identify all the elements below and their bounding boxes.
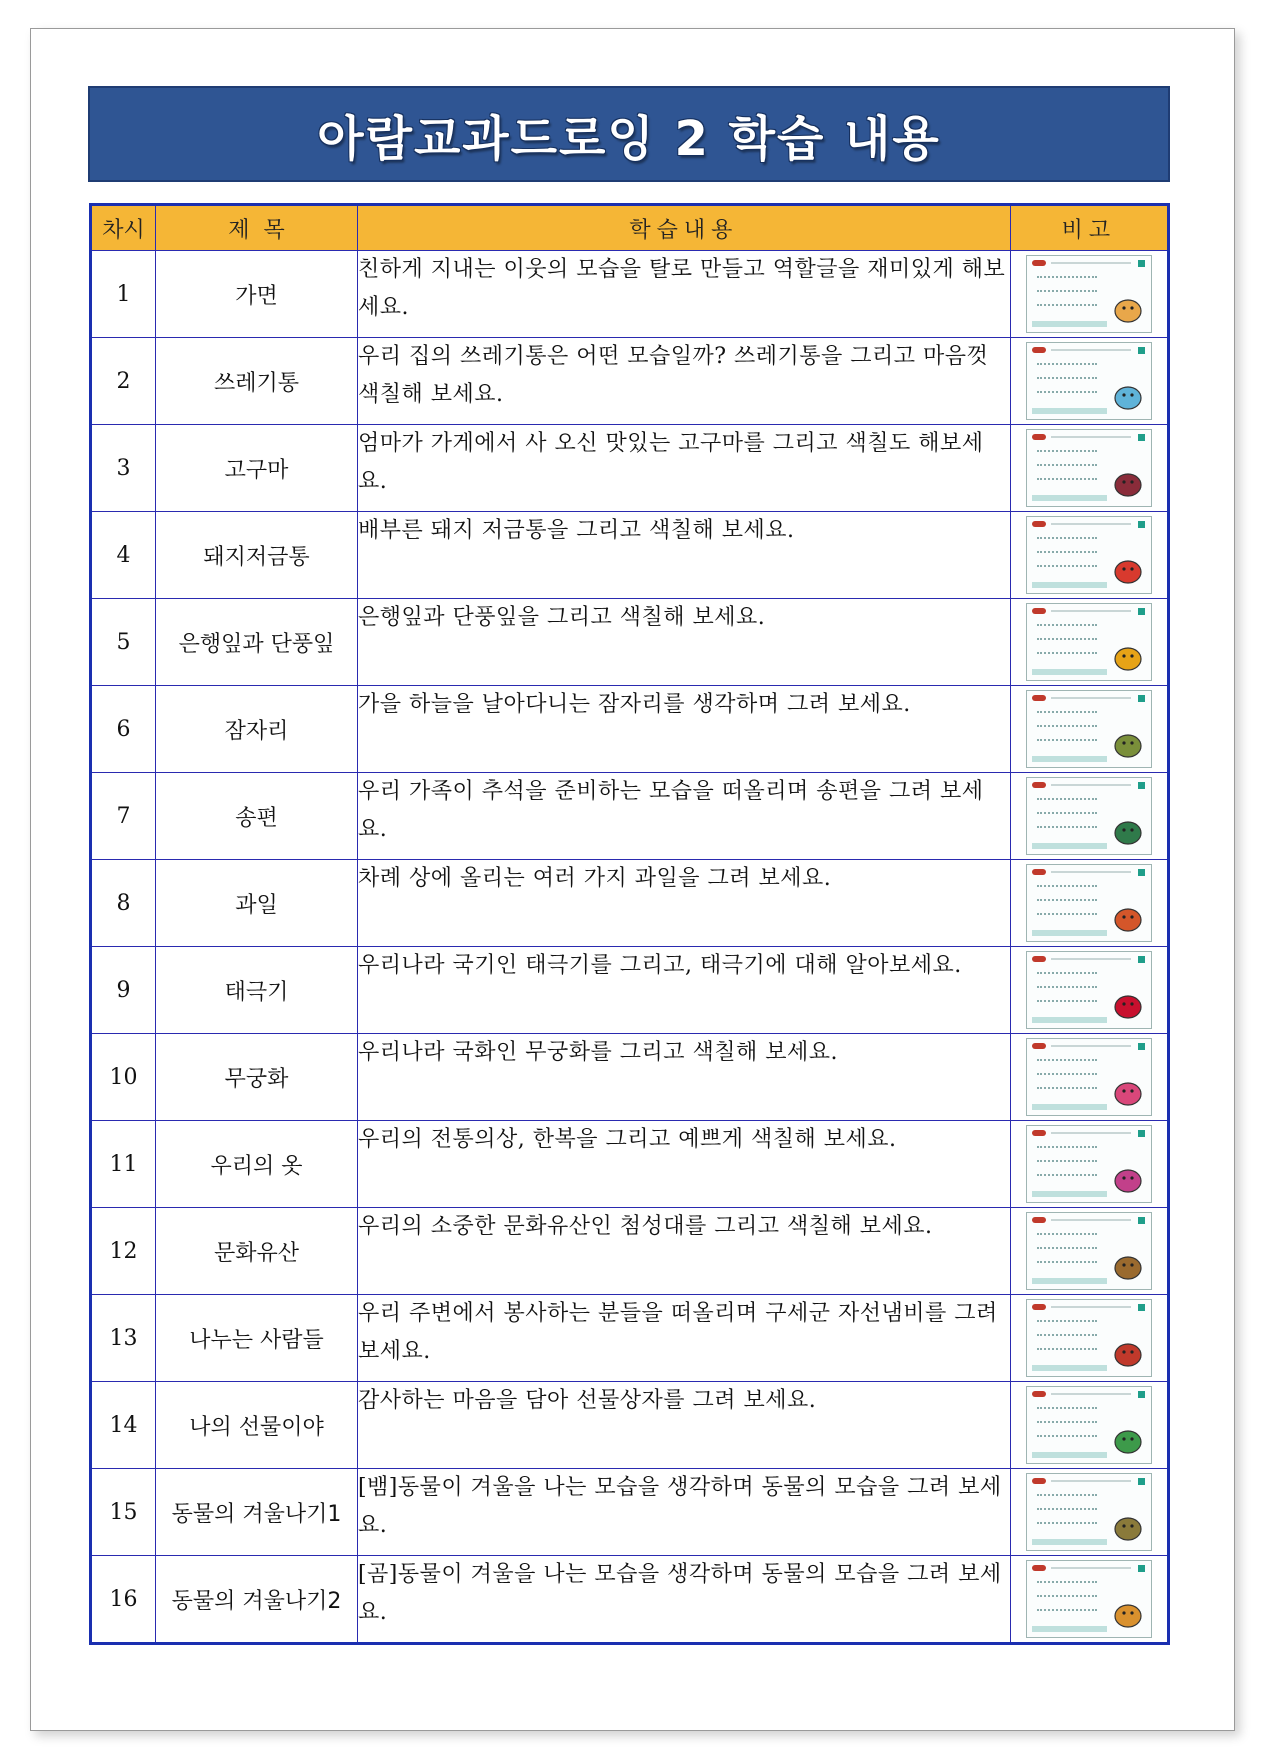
table-row — [91, 947, 1169, 1034]
lesson-content: [곰]동물이 겨울을 나는 모습을 생각하며 동물의 모습을 그려 보세요. — [357, 1556, 1010, 1644]
lesson-table — [89, 203, 1170, 1645]
lesson-content: 우리나라 국화인 무궁화를 그리고 색칠해 보세요. — [357, 1034, 1010, 1121]
table-row — [91, 1556, 1169, 1644]
mugunghwa-flower-icon — [1111, 1075, 1145, 1109]
trash-can-icon — [1111, 379, 1145, 413]
table-row — [91, 773, 1169, 860]
table-row — [91, 1208, 1169, 1295]
lesson-number: 13 — [91, 1295, 156, 1382]
worksheet-thumbnail-cell — [1010, 686, 1168, 773]
worksheet-thumbnail-cell — [1010, 1208, 1168, 1295]
lesson-title: 나누는 사람들 — [156, 1295, 358, 1382]
table-row — [91, 1382, 1169, 1469]
lesson-number: 9 — [91, 947, 156, 1034]
cheomseongdae-icon — [1111, 1249, 1145, 1283]
worksheet-thumbnail — [1026, 516, 1152, 594]
lesson-number: 5 — [91, 599, 156, 686]
worksheet-thumbnail-cell — [1010, 338, 1168, 425]
lesson-title: 동물의 겨울나기2 — [156, 1556, 358, 1644]
lesson-number: 16 — [91, 1556, 156, 1644]
lesson-number: 11 — [91, 1121, 156, 1208]
table-row — [91, 1469, 1169, 1556]
table-row — [91, 512, 1169, 599]
lesson-content: 우리 주변에서 봉사하는 분들을 떠올리며 구세군 자선냄비를 그려 보세요. — [357, 1295, 1010, 1382]
lesson-content: 우리 가족이 추석을 준비하는 모습을 떠올리며 송편을 그려 보세요. — [357, 773, 1010, 860]
lesson-title: 고구마 — [156, 425, 358, 512]
worksheet-thumbnail — [1026, 1212, 1152, 1290]
bear-icon — [1111, 1597, 1145, 1631]
lesson-number: 6 — [91, 686, 156, 773]
songpyeon-plate-icon — [1111, 814, 1145, 848]
hanbok-icon — [1111, 1162, 1145, 1196]
table-row — [91, 251, 1169, 338]
table-row — [91, 860, 1169, 947]
lesson-number: 8 — [91, 860, 156, 947]
worksheet-thumbnail — [1026, 255, 1152, 333]
worksheet-thumbnail — [1026, 1386, 1152, 1464]
lesson-number: 7 — [91, 773, 156, 860]
header-title: 제 목 — [156, 205, 358, 251]
autumn-leaves-icon — [1111, 640, 1145, 674]
worksheet-thumbnail — [1026, 1473, 1152, 1551]
table-row — [91, 425, 1169, 512]
worksheet-thumbnail-cell — [1010, 425, 1168, 512]
table-row — [91, 599, 1169, 686]
lesson-content: 우리의 전통의상, 한복을 그리고 예쁘게 색칠해 보세요. — [357, 1121, 1010, 1208]
charity-kettle-icon — [1111, 1336, 1145, 1370]
table-row — [91, 1295, 1169, 1382]
worksheet-thumbnail — [1026, 342, 1152, 420]
sweet-potato-icon — [1111, 466, 1145, 500]
lesson-content: 친하게 지내는 이웃의 모습을 탈로 만들고 역할글을 재미있게 해보세요. — [357, 251, 1010, 338]
header-content: 학습내용 — [357, 205, 1010, 251]
worksheet-thumbnail — [1026, 603, 1152, 681]
lesson-title: 가면 — [156, 251, 358, 338]
lesson-number: 14 — [91, 1382, 156, 1469]
lesson-number: 12 — [91, 1208, 156, 1295]
lesson-title: 돼지저금통 — [156, 512, 358, 599]
worksheet-thumbnail — [1026, 777, 1152, 855]
mask-face-icon — [1111, 292, 1145, 326]
lesson-content: 감사하는 마음을 담아 선물상자를 그려 보세요. — [357, 1382, 1010, 1469]
title-banner — [88, 86, 1170, 182]
lesson-content: 배부른 돼지 저금통을 그리고 색칠해 보세요. — [357, 512, 1010, 599]
lesson-content: 차례 상에 올리는 여러 가지 과일을 그려 보세요. — [357, 860, 1010, 947]
header-row — [91, 205, 1169, 251]
worksheet-thumbnail-cell — [1010, 860, 1168, 947]
worksheet-thumbnail — [1026, 1299, 1152, 1377]
worksheet-thumbnail-cell — [1010, 773, 1168, 860]
worksheet-thumbnail-cell — [1010, 1034, 1168, 1121]
lesson-content: 은행잎과 단풍잎을 그리고 색칠해 보세요. — [357, 599, 1010, 686]
lesson-title: 송편 — [156, 773, 358, 860]
lesson-content: 우리나라 국기인 태극기를 그리고, 태극기에 대해 알아보세요. — [357, 947, 1010, 1034]
piggy-bank-icon — [1111, 553, 1145, 587]
lesson-title: 태극기 — [156, 947, 358, 1034]
worksheet-thumbnail-cell — [1010, 1295, 1168, 1382]
lesson-title: 은행잎과 단풍잎 — [156, 599, 358, 686]
header-num: 차시 — [91, 205, 156, 251]
table-row — [91, 1034, 1169, 1121]
table-row — [91, 1121, 1169, 1208]
worksheet-thumbnail-cell — [1010, 1556, 1168, 1644]
table-row — [91, 338, 1169, 425]
worksheet-thumbnail-cell — [1010, 1469, 1168, 1556]
lesson-title: 동물의 겨울나기1 — [156, 1469, 358, 1556]
worksheet-thumbnail-cell — [1010, 512, 1168, 599]
dragonfly-icon — [1111, 727, 1145, 761]
worksheet-thumbnail-cell — [1010, 251, 1168, 338]
worksheet-thumbnail-cell — [1010, 1382, 1168, 1469]
lesson-title: 과일 — [156, 860, 358, 947]
lesson-title: 문화유산 — [156, 1208, 358, 1295]
worksheet-thumbnail — [1026, 1560, 1152, 1638]
snake-icon — [1111, 1510, 1145, 1544]
page-title: 아람교과드로잉 2 학습 내용 — [317, 110, 941, 167]
worksheet-thumbnail — [1026, 1038, 1152, 1116]
lesson-content: [뱀]동물이 겨울을 나는 모습을 생각하며 동물의 모습을 그려 보세요. — [357, 1469, 1010, 1556]
worksheet-thumbnail — [1026, 951, 1152, 1029]
lesson-content: 엄마가 가게에서 사 오신 맛있는 고구마를 그리고 색칠도 해보세요. — [357, 425, 1010, 512]
worksheet-thumbnail — [1026, 1125, 1152, 1203]
lesson-title: 쓰레기통 — [156, 338, 358, 425]
lesson-number: 15 — [91, 1469, 156, 1556]
lesson-content: 우리 집의 쓰레기통은 어떤 모습일까? 쓰레기통을 그리고 마음껏 색칠해 보세요. — [357, 338, 1010, 425]
worksheet-thumbnail — [1026, 864, 1152, 942]
worksheet-thumbnail-cell — [1010, 1121, 1168, 1208]
header-note: 비고 — [1010, 205, 1168, 251]
lesson-number: 10 — [91, 1034, 156, 1121]
lesson-number: 2 — [91, 338, 156, 425]
lesson-number: 4 — [91, 512, 156, 599]
lesson-number: 1 — [91, 251, 156, 338]
worksheet-thumbnail — [1026, 690, 1152, 768]
worksheet-thumbnail — [1026, 429, 1152, 507]
lesson-title: 나의 선물이야 — [156, 1382, 358, 1469]
lesson-content: 우리의 소중한 문화유산인 첨성대를 그리고 색칠해 보세요. — [357, 1208, 1010, 1295]
lesson-content: 가을 하늘을 날아다니는 잠자리를 생각하며 그려 보세요. — [357, 686, 1010, 773]
lesson-title: 우리의 옷 — [156, 1121, 358, 1208]
lesson-title: 무궁화 — [156, 1034, 358, 1121]
worksheet-thumbnail-cell — [1010, 599, 1168, 686]
worksheet-thumbnail-cell — [1010, 947, 1168, 1034]
lesson-title: 잠자리 — [156, 686, 358, 773]
table-row — [91, 686, 1169, 773]
gift-box-icon — [1111, 1423, 1145, 1457]
taegukgi-flag-icon — [1111, 988, 1145, 1022]
lesson-number: 3 — [91, 425, 156, 512]
fruits-icon — [1111, 901, 1145, 935]
